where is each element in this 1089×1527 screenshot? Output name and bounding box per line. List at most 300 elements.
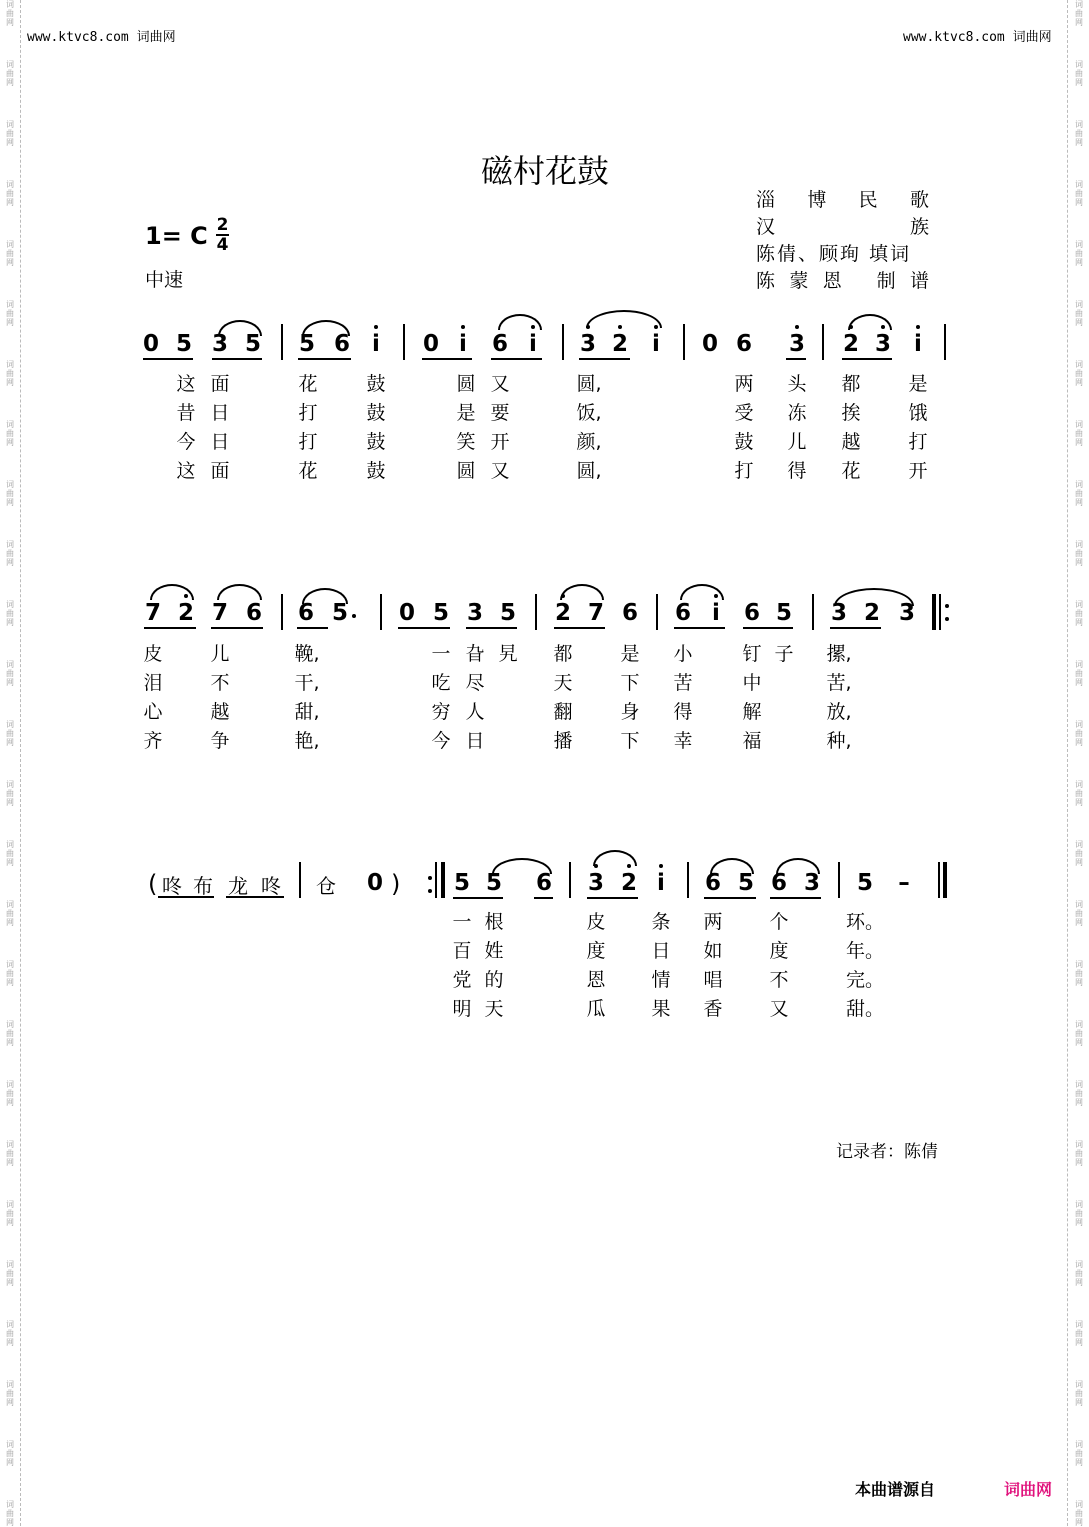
lyric-char: 翻 — [553, 701, 573, 723]
note: 3 — [466, 600, 484, 626]
margin-watermark: 词 曲 网 — [6, 1260, 14, 1287]
lyric-char: 两 — [703, 911, 723, 933]
lyric-char: 打 — [908, 431, 928, 453]
slur — [498, 314, 542, 330]
percussion-word: 布 — [193, 874, 213, 898]
lyric-char: 皮 — [143, 643, 163, 665]
lyric-char: 香 — [703, 998, 723, 1020]
barline — [281, 324, 283, 360]
lyric-char: 面 — [210, 373, 230, 395]
note: 6 — [735, 331, 753, 357]
barline — [281, 594, 283, 630]
lyric-char: 花 — [298, 373, 318, 395]
lyric-char: 鼓 — [734, 431, 754, 453]
lyric-char: 鼓 — [366, 373, 386, 395]
lyric-char: 百 — [452, 940, 472, 962]
margin-watermark: 词 曲 网 — [6, 840, 14, 867]
augmentation-dot — [352, 614, 356, 618]
lyric-char: 天 — [553, 672, 573, 694]
lyric-char: 今 — [431, 730, 451, 752]
lyric-char: 圆, — [576, 460, 602, 482]
lyric-char: 是 — [456, 402, 476, 424]
margin-watermark: 词 曲 网 — [6, 1020, 14, 1047]
note: 6 — [704, 870, 722, 896]
beam-underline — [579, 358, 630, 360]
barline — [939, 594, 941, 630]
margin-watermark: 词 曲 网 — [6, 1500, 14, 1527]
octave-dot — [795, 325, 799, 329]
slur — [302, 588, 348, 604]
margin-watermark: 词 曲 网 — [6, 1380, 14, 1407]
lyric-char: 冻 — [787, 402, 807, 424]
barline — [299, 862, 301, 898]
lyric-char: 儿 — [787, 431, 807, 453]
lyric-char: 放, — [826, 701, 852, 723]
lyric-char: 的 — [484, 969, 504, 991]
note: 5 — [737, 870, 755, 896]
note: i — [914, 331, 922, 357]
lyric-char: 头 — [787, 373, 807, 395]
percussion-word: 咚 — [261, 874, 281, 898]
percussion-rest: 0 — [366, 870, 384, 896]
beam-underline — [674, 627, 725, 629]
lyric-char: 齐 — [143, 730, 163, 752]
margin-watermark: 词 曲 网 — [1075, 60, 1083, 87]
margin-watermark: 词 曲 网 — [1075, 720, 1083, 747]
lyric-char: 条 — [651, 911, 671, 933]
lyric-char: 解 — [742, 701, 762, 723]
slur — [680, 584, 724, 600]
lyric-char: 果 — [651, 998, 671, 1020]
lyric-char: 日 — [465, 730, 485, 752]
beam-underline — [830, 627, 881, 629]
beam-underline — [144, 627, 196, 629]
time-signature-top: 2 — [216, 215, 229, 235]
barline — [569, 862, 571, 898]
lyric-char: 圆 — [456, 460, 476, 482]
barline — [822, 324, 824, 360]
beam-underline — [422, 358, 472, 360]
margin-watermark: 词 曲 网 — [1075, 1020, 1083, 1047]
credit-origin: 淄 博 民 歌 — [756, 189, 931, 211]
margin-watermark: 词 曲 网 — [6, 300, 14, 327]
lyric-char: 都 — [841, 373, 861, 395]
source-brand-link[interactable]: 词曲网 — [1004, 1480, 1053, 1499]
lyric-char: 旯 — [498, 643, 518, 665]
lyric-char: 儿 — [210, 643, 230, 665]
barline — [562, 324, 564, 360]
note: 0 — [701, 331, 719, 357]
margin-watermark: 词 曲 网 — [6, 1080, 14, 1107]
lyric-char: 要 — [490, 402, 510, 424]
barline — [932, 594, 936, 630]
lyric-char: 种, — [826, 730, 852, 752]
margin-watermark: 词 曲 网 — [6, 960, 14, 987]
note: 2 — [177, 600, 195, 626]
lyric-char: 身 — [620, 701, 640, 723]
octave-dot — [461, 325, 465, 329]
lyric-char: 得 — [673, 701, 693, 723]
slur — [848, 314, 892, 330]
beam-underline — [491, 358, 542, 360]
beam-underline — [770, 897, 821, 899]
percussion-close-paren: ) — [391, 870, 401, 898]
margin-watermark: 词 曲 网 — [1075, 900, 1083, 927]
site-url-left[interactable]: www.ktvc8.com 词曲网 — [27, 30, 176, 45]
note: 0 — [398, 600, 416, 626]
margin-watermark: 词 曲 网 — [6, 1440, 14, 1467]
lyric-char: 争 — [210, 730, 230, 752]
lyric-char: 钉 — [742, 643, 762, 665]
lyric-char: 都 — [553, 643, 573, 665]
lyric-char: 受 — [734, 402, 754, 424]
note: 5 — [331, 600, 349, 626]
lyric-char: 一 — [452, 911, 472, 933]
note: 3 — [587, 870, 605, 896]
margin-watermark: 词 曲 网 — [6, 600, 14, 627]
note: – — [898, 870, 910, 896]
key-signature: 1= C — [145, 222, 208, 250]
time-signature-bottom: 4 — [216, 235, 229, 255]
margin-watermark: 词 曲 网 — [6, 540, 14, 567]
barline — [943, 862, 947, 898]
lyric-char: 度 — [586, 940, 606, 962]
margin-watermark: 词 曲 网 — [1075, 240, 1083, 267]
site-url-right[interactable]: www.ktvc8.com 词曲网 — [903, 30, 1052, 45]
margin-watermark: 词 曲 网 — [1075, 1380, 1083, 1407]
barline — [435, 862, 437, 898]
percussion-word: 咚 — [162, 874, 182, 898]
slur — [586, 310, 662, 328]
note: 6 — [674, 600, 692, 626]
lyric-char: 花 — [298, 460, 318, 482]
margin-watermark: 词 曲 网 — [1075, 1200, 1083, 1227]
lyric-char: 打 — [298, 431, 318, 453]
note: 2 — [842, 331, 860, 357]
barline — [380, 594, 382, 630]
note: 6 — [491, 331, 509, 357]
credit-lyricist: 陈倩、顾珣 填词 — [756, 243, 912, 265]
beam-underline — [534, 897, 553, 899]
note: 3 — [898, 600, 916, 626]
song-title: 磁村花鼓 — [480, 152, 609, 190]
repeat-dot — [945, 617, 949, 621]
margin-watermark: 词 曲 网 — [6, 420, 14, 447]
lyric-char: 瓜 — [586, 998, 606, 1020]
percussion-underline — [158, 896, 214, 898]
right-margin-line — [1067, 0, 1069, 1526]
lyric-char: 越 — [841, 431, 861, 453]
lyric-char: 甜, — [294, 701, 320, 723]
lyric-char: 度 — [769, 940, 789, 962]
margin-watermark: 词 曲 网 — [1075, 300, 1083, 327]
lyric-char: 这 — [176, 373, 196, 395]
margin-watermark: 词 曲 网 — [6, 120, 14, 147]
percussion-cang: 仓 — [316, 874, 336, 898]
lyric-char: 天 — [484, 998, 504, 1020]
lyric-char: 小 — [673, 643, 693, 665]
margin-watermark: 词 曲 网 — [1075, 600, 1083, 627]
margin-watermark: 词 曲 网 — [1075, 1440, 1083, 1467]
lyric-char: 子 — [774, 643, 794, 665]
margin-watermark: 词 曲 网 — [1075, 1320, 1083, 1347]
octave-dot — [654, 325, 658, 329]
barline — [683, 324, 685, 360]
note: 0 — [142, 331, 160, 357]
lyric-char: 环。 — [845, 911, 885, 933]
beam-underline — [398, 627, 450, 629]
barline — [812, 594, 814, 630]
lyric-char: 播 — [553, 730, 573, 752]
lyric-char: 年。 — [845, 940, 885, 962]
lyric-char: 如 — [703, 940, 723, 962]
margin-watermark: 词 曲 网 — [1075, 660, 1083, 687]
margin-watermark: 词 曲 网 — [6, 1140, 14, 1167]
margin-watermark: 词 曲 网 — [6, 900, 14, 927]
margin-watermark: 词 曲 网 — [6, 780, 14, 807]
margin-watermark: 词 曲 网 — [1075, 360, 1083, 387]
note: 5 — [298, 331, 316, 357]
repeat-dot — [428, 876, 432, 880]
repeat-dot — [428, 889, 432, 893]
beam-underline — [212, 358, 262, 360]
beam-underline — [143, 358, 193, 360]
margin-watermark: 词 曲 网 — [6, 1320, 14, 1347]
lyric-char: 花 — [841, 460, 861, 482]
lyric-char: 干, — [294, 672, 320, 694]
margin-watermark: 词 曲 网 — [1075, 960, 1083, 987]
note: 5 — [453, 870, 471, 896]
lyric-char: 是 — [908, 373, 928, 395]
barline — [687, 862, 689, 898]
left-margin-line — [20, 0, 22, 1526]
lyric-char: 苦, — [826, 672, 852, 694]
lyric-char: 日 — [210, 431, 230, 453]
note: 5 — [499, 600, 517, 626]
beam-underline — [786, 358, 806, 360]
lyric-char: 幸 — [673, 730, 693, 752]
lyric-char: 福 — [742, 730, 762, 752]
lyric-char: 明 — [452, 998, 472, 1020]
note: i — [652, 331, 660, 357]
margin-watermark: 词 曲 网 — [1075, 1140, 1083, 1167]
lyric-char: 两 — [734, 373, 754, 395]
lyric-char: 唱 — [703, 969, 723, 991]
time-signature — [216, 217, 229, 253]
lyric-char: 这 — [176, 460, 196, 482]
margin-watermark: 词 曲 网 — [6, 660, 14, 687]
percussion-underline — [226, 896, 284, 898]
lyric-char: 苦 — [673, 672, 693, 694]
percussion-open-paren: ( — [148, 870, 158, 898]
slur — [492, 858, 552, 874]
lyric-char: 颜, — [576, 431, 602, 453]
slur — [776, 858, 820, 874]
slur — [302, 320, 350, 336]
margin-watermark: 词 曲 网 — [6, 480, 14, 507]
lyric-char: 恩 — [586, 969, 606, 991]
margin-watermark: 词 曲 网 — [6, 60, 14, 87]
lyric-char: 吃 — [431, 672, 451, 694]
lyric-char: 圆, — [576, 373, 602, 395]
lyric-char: 是 — [620, 643, 640, 665]
note: 6 — [621, 600, 639, 626]
margin-watermark: 词 曲 网 — [1075, 780, 1083, 807]
note: 7 — [211, 600, 229, 626]
lyric-char: 圆 — [456, 373, 476, 395]
beam-underline — [704, 897, 756, 899]
beam-underline — [743, 627, 793, 629]
octave-dot — [659, 864, 663, 868]
beam-underline — [211, 627, 263, 629]
lyric-char: 党 — [452, 969, 472, 991]
margin-watermark: 词 曲 网 — [6, 240, 14, 267]
note: i — [529, 331, 537, 357]
margin-watermark: 词 曲 网 — [6, 360, 14, 387]
note: i — [657, 870, 665, 896]
lyric-char: 下 — [620, 672, 640, 694]
note: 2 — [554, 600, 572, 626]
lyric-char: 皮 — [586, 911, 606, 933]
note: 6 — [297, 600, 315, 626]
lyric-char: 得 — [787, 460, 807, 482]
slur — [560, 584, 604, 600]
note: 5 — [244, 331, 262, 357]
lyric-char: 鼓 — [366, 460, 386, 482]
note: 2 — [620, 870, 638, 896]
note: 3 — [803, 870, 821, 896]
lyric-char: 饭, — [576, 402, 602, 424]
credit-ethnicity: 汉 族 — [756, 216, 931, 238]
note: i — [459, 331, 467, 357]
note: 6 — [743, 600, 761, 626]
lyric-char: 姓 — [484, 940, 504, 962]
note: 3 — [874, 331, 892, 357]
note: 6 — [770, 870, 788, 896]
note: 5 — [485, 870, 503, 896]
octave-dot — [916, 325, 920, 329]
note: i — [372, 331, 380, 357]
slur — [150, 584, 194, 600]
note: 6 — [245, 600, 263, 626]
note: 0 — [422, 331, 440, 357]
margin-watermark: 词 曲 网 — [6, 0, 14, 27]
lyric-char: 根 — [484, 911, 504, 933]
barline — [938, 862, 940, 898]
note: 7 — [144, 600, 162, 626]
lyric-char: 穷 — [431, 701, 451, 723]
repeat-dot — [945, 604, 949, 608]
beam-underline — [842, 358, 892, 360]
note: 3 — [788, 331, 806, 357]
barline — [656, 594, 658, 630]
barline — [403, 324, 405, 360]
margin-watermark: 词 曲 网 — [1075, 120, 1083, 147]
lyric-char: 打 — [298, 402, 318, 424]
note: 5 — [775, 600, 793, 626]
note: 5 — [175, 331, 193, 357]
beam-underline — [298, 358, 351, 360]
lyric-char: 鼓 — [366, 402, 386, 424]
percussion-word: 龙 — [228, 874, 248, 898]
lyric-char: 一 — [431, 643, 451, 665]
lyric-char: 人 — [465, 701, 485, 723]
note: 5 — [856, 870, 874, 896]
lyric-char: 完。 — [845, 969, 885, 991]
lyric-char: 鞔, — [294, 643, 320, 665]
margin-watermark: 词 曲 网 — [1075, 0, 1083, 27]
lyric-char: 又 — [490, 460, 510, 482]
lyric-char: 昔 — [176, 402, 196, 424]
beam-underline — [297, 627, 328, 629]
beam-underline — [587, 897, 638, 899]
barline — [838, 862, 840, 898]
slur — [593, 850, 637, 866]
margin-watermark: 词 曲 网 — [1075, 180, 1083, 207]
lyric-char: 开 — [908, 460, 928, 482]
lyric-char: 打 — [734, 460, 754, 482]
slur — [217, 584, 262, 600]
note: 7 — [587, 600, 605, 626]
lyric-char: 笑 — [456, 431, 476, 453]
barline — [944, 324, 946, 360]
lyric-char: 尽 — [465, 672, 485, 694]
tempo-marking: 中速 — [145, 269, 184, 291]
note: 6 — [535, 870, 553, 896]
lyric-char: 日 — [651, 940, 671, 962]
octave-dot — [374, 325, 378, 329]
note: 3 — [830, 600, 848, 626]
note: 3 — [211, 331, 229, 357]
note: 2 — [863, 600, 881, 626]
lyric-char: 个 — [769, 911, 789, 933]
margin-watermark: 词 曲 网 — [6, 180, 14, 207]
lyric-char: 中 — [742, 672, 762, 694]
note: 3 — [579, 331, 597, 357]
lyric-char: 情 — [651, 969, 671, 991]
source-label: 本曲谱源自 — [855, 1480, 936, 1499]
lyric-char: 又 — [490, 373, 510, 395]
credit-arranger: 陈蒙恩 制谱 — [756, 270, 931, 292]
lyric-char: 面 — [210, 460, 230, 482]
lyric-char: 下 — [620, 730, 640, 752]
lyric-char: 甜。 — [845, 998, 885, 1020]
margin-watermark: 词 曲 网 — [1075, 1260, 1083, 1287]
beam-underline — [466, 627, 517, 629]
lyric-char: 日 — [210, 402, 230, 424]
lyric-char: 挨 — [841, 402, 861, 424]
note: 2 — [611, 331, 629, 357]
lyric-char: 旮 — [465, 643, 485, 665]
lyric-char: 今 — [176, 431, 196, 453]
lyric-char: 不 — [210, 672, 230, 694]
margin-watermark: 词 曲 网 — [1075, 1500, 1083, 1527]
margin-watermark: 词 曲 网 — [6, 720, 14, 747]
margin-watermark: 词 曲 网 — [1075, 420, 1083, 447]
lyric-char: 摞, — [826, 643, 852, 665]
beam-underline — [453, 897, 503, 899]
lyric-char: 泪 — [143, 672, 163, 694]
lyric-char: 不 — [769, 969, 789, 991]
margin-watermark: 词 曲 网 — [6, 1200, 14, 1227]
note: i — [712, 600, 720, 626]
barline — [441, 862, 445, 898]
note: 6 — [333, 331, 351, 357]
slur — [218, 320, 262, 336]
lyric-char: 越 — [210, 701, 230, 723]
lyric-char: 又 — [769, 998, 789, 1020]
lyric-char: 鼓 — [366, 431, 386, 453]
